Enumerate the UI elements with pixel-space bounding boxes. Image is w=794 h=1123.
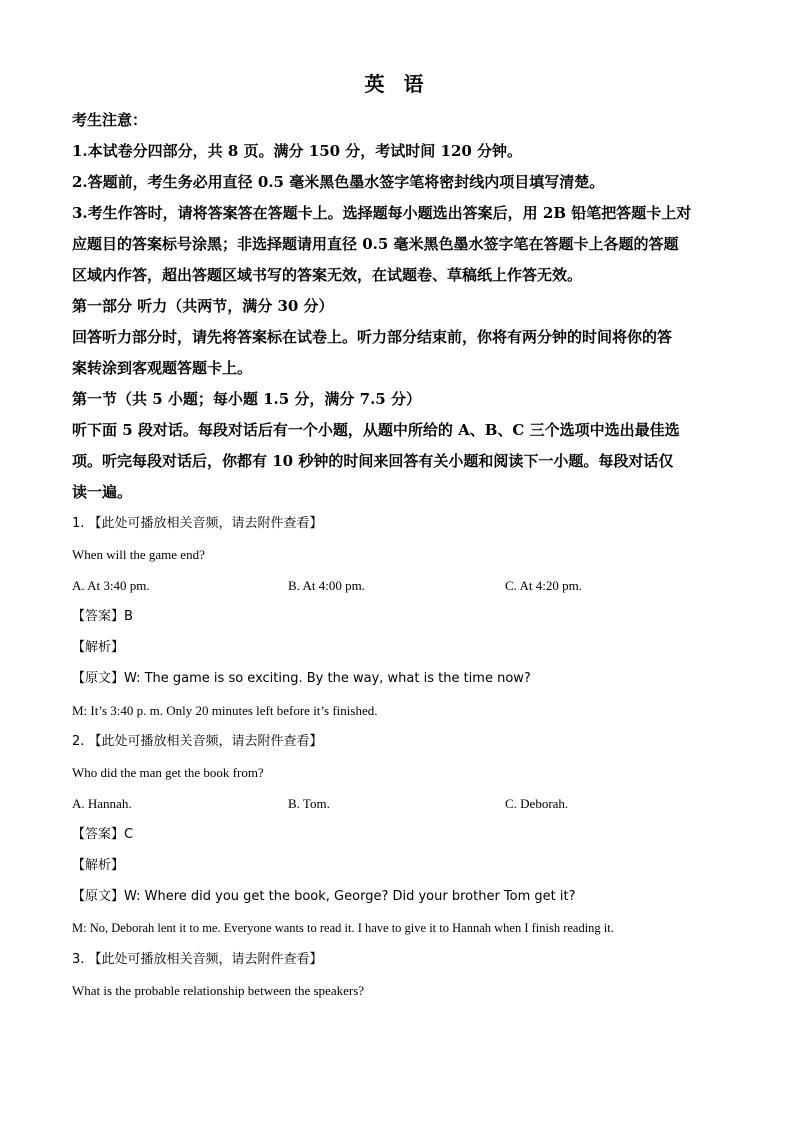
section1-intro-line: 项。听完每段对话后，你都有 10 秒钟的时间来回答有关小题和阅读下一小题。每段对话仅 xyxy=(72,452,674,470)
question-1-option-c: C. At 4:20 pm. xyxy=(505,578,582,593)
page-title: 英 语 xyxy=(364,72,430,96)
question-1-transcript: M: It’s 3:40 p. m. Only 20 minutes left before it’s finished. xyxy=(72,703,378,718)
question-3-text: What is the probable relationship between the speakers? xyxy=(72,983,365,998)
section1-heading: 第一节（共 5 小题；每小题 1.5 分，满分 7.5 分） xyxy=(72,390,421,408)
notice-line: 区域内作答，超出答题区域书写的答案无效，在试题卷、草稿纸上作答无效。 xyxy=(72,266,583,284)
question-2-option-a: A. Hannah. xyxy=(72,796,132,811)
question-1-option-b: B. At 4:00 pm. xyxy=(288,578,365,593)
question-2-option-c: C. Deborah. xyxy=(505,796,569,811)
part1-intro-line: 案转涂到客观题答题卡上。 xyxy=(72,359,253,377)
part1-heading: 第一部分 听力（共两节，满分 30 分） xyxy=(72,297,334,315)
notice-heading: 考生注意： xyxy=(72,111,148,129)
part1-intro-line: 回答听力部分时，请先将答案标在试卷上。听力部分结束前，你将有两分钟的时间将你的答 xyxy=(72,328,673,346)
question-1-analysis: 【解析】 xyxy=(72,640,125,655)
question-1-answer: 【答案】B xyxy=(72,609,133,624)
question-1-header: 1. 【此处可播放相关音频，请去附件查看】 xyxy=(72,516,323,531)
question-2-analysis: 【解析】 xyxy=(72,858,125,873)
section1-intro-line: 听下面 5 段对话。每段对话后有一个小题，从题中所给的 A、B、C 三个选项中选出最佳选 xyxy=(72,421,680,439)
notice-line: 3.考生作答时，请将答案答在答题卡上。选择题每小题选出答案后，用 2B 铅笔把答题卡上对 xyxy=(72,204,692,222)
question-2-option-b: B. Tom. xyxy=(288,796,330,811)
notice-line: 1.本试卷分四部分，共 8 页。满分 150 分，考试时间 120 分钟。 xyxy=(72,142,523,160)
question-1-text: When will the game end? xyxy=(72,547,205,562)
section1-intro-line: 读一遍。 xyxy=(72,483,133,501)
question-2-transcript: 【原文】W: Where did you get the book, George? Did your brother Tom get it? xyxy=(72,889,576,904)
question-3-header: 3. 【此处可播放相关音频，请去附件查看】 xyxy=(72,952,323,967)
notice-line: 2.答题前，考生务必用直径 0.5 毫米黑色墨水签字笔将密封线内项目填写清楚。 xyxy=(72,173,605,191)
question-1-option-a: A. At 3:40 pm. xyxy=(72,578,150,593)
question-2-header: 2. 【此处可播放相关音频，请去附件查看】 xyxy=(72,734,323,749)
question-2-transcript: M: No, Deborah lent it to me. Everyone wants to read it. I have to give it to Hannah when I finish reading it. xyxy=(72,921,614,935)
question-1-transcript: 【原文】W: The game is so exciting. By the way, what is the time now? xyxy=(72,671,531,686)
question-2-answer: 【答案】C xyxy=(72,827,134,842)
question-2-text: Who did the man get the book from? xyxy=(72,765,264,780)
notice-line: 应题目的答案标号涂黑；非选择题请用直径 0.5 毫米黑色墨水签字笔在答题卡上各题的答题 xyxy=(72,235,679,253)
